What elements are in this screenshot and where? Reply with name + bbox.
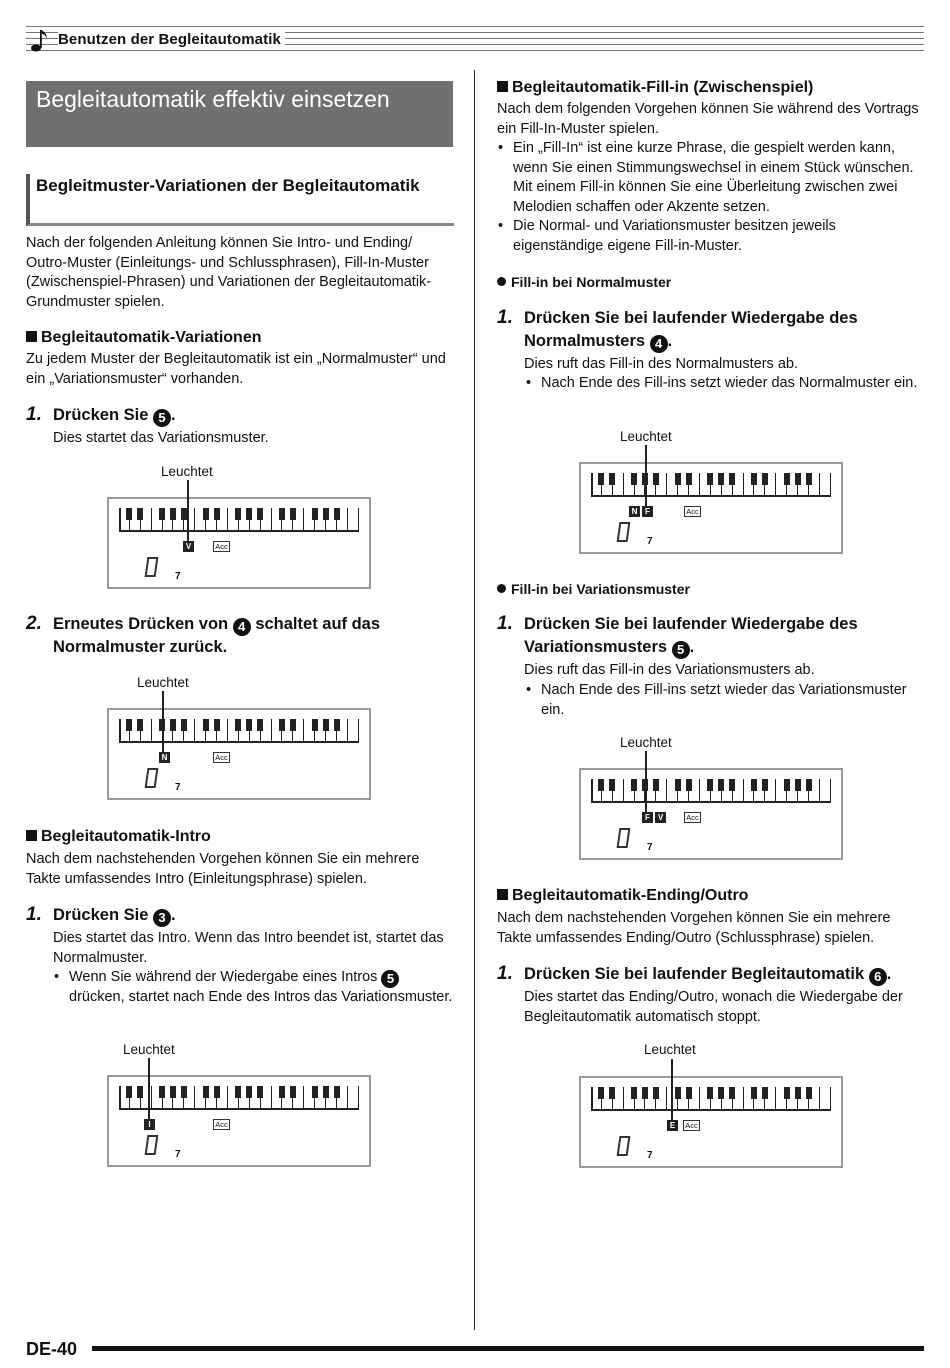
black-key: [609, 779, 615, 791]
fillin-bullet-1: • Ein „Fill-In“ ist eine kurze Phrase, die gespielt werden kann, wenn Sie einen Stimmungswechsel in einem Stück wünschen. Mit einem Fill-in können Sie eine Überleitung zwischen zwei Melodien schaffen oder Akzente setzen.: [513, 139, 925, 217]
black-key: [598, 1087, 604, 1099]
fillin-heading: [497, 78, 813, 98]
leuchtet-pointer: [645, 751, 647, 812]
black-key: [686, 1087, 692, 1099]
black-key: [751, 473, 757, 485]
fillin-variation-desc: Dies ruft das Fill-in des Variationsmusters ab.: [524, 662, 815, 678]
black-key: [126, 508, 132, 520]
step-number: 1.: [26, 904, 42, 925]
black-key: [762, 473, 768, 485]
lcd-display-fillin-variation: [579, 768, 843, 860]
black-key: [653, 473, 659, 485]
black-key: [718, 473, 724, 485]
acc-indicator: Acc: [684, 506, 701, 517]
footer-rule: [92, 1346, 924, 1351]
black-key: [795, 473, 801, 485]
lcd-digit: [617, 522, 631, 542]
black-key: [181, 1086, 187, 1098]
intro-step-1-desc: Dies startet das Intro. Wenn das Intro beendet ist, startet das Normalmuster.: [53, 930, 444, 966]
step-label: Drücken Sie bei laufender Begleitautomatik: [524, 965, 865, 983]
lcd-display-intro: [107, 1075, 371, 1167]
black-key: [707, 1087, 713, 1099]
fillin-variation-heading-text: Fill-in bei Variationsmuster: [511, 581, 690, 597]
black-key: [170, 719, 176, 731]
step-label: Drücken Sie: [53, 406, 149, 424]
lcd-seven: 7: [647, 842, 653, 853]
lcd-digit: [617, 828, 631, 848]
black-key: [784, 473, 790, 485]
acc-indicator: Acc: [213, 541, 230, 552]
step-text-part: Drücken Sie bei laufender Wiedergabe des: [524, 309, 858, 327]
lcd-digit: [145, 557, 159, 577]
acc-indicator: Acc: [683, 1120, 700, 1131]
black-key: [235, 1086, 241, 1098]
bullet-text: drücken, startet nach Ende des Intros das Variationsmuster.: [69, 989, 453, 1005]
lcd-keyboard: [591, 473, 831, 497]
page-header: [26, 24, 924, 54]
leuchtet-label: Leuchtet: [161, 464, 213, 479]
lcd-seven: 7: [175, 782, 181, 793]
lcd-display-normal: [107, 708, 371, 800]
black-key: [642, 1087, 648, 1099]
bullet-text: Wenn Sie während der Wiedergabe eines Intros: [69, 969, 378, 985]
variations-heading-text: Begleitautomatik-Variationen: [41, 329, 262, 346]
black-key: [762, 779, 768, 791]
black-key: [203, 719, 209, 731]
black-key: [246, 719, 252, 731]
black-key: [718, 779, 724, 791]
acc-indicator: Acc: [684, 812, 701, 823]
leuchtet-pointer: [148, 1058, 150, 1119]
black-key: [806, 473, 812, 485]
fillin-normal-step: [497, 307, 925, 355]
ending-step: [497, 963, 937, 987]
intro-text: Nach dem nachstehenden Vorgehen können Sie ein mehrere Takte umfassendes Intro (Einleitungsphrase) spielen.: [26, 851, 420, 887]
button-5-icon: 5: [672, 641, 690, 659]
subsection-title: Begleitmuster-Variationen der Begleitautomatik: [26, 174, 454, 226]
step-text: Drücken Sie bei laufender Wiedergabe des Variationsmusters 5 .: [524, 615, 858, 657]
black-key: [707, 473, 713, 485]
step-text-part: schaltet auf das: [255, 615, 381, 633]
fillin-variation-step: [497, 613, 925, 661]
variations-heading: [26, 328, 262, 348]
intro-heading-text: Begleitautomatik-Intro: [41, 828, 211, 845]
black-key: [126, 719, 132, 731]
white-key: [820, 1087, 831, 1111]
black-key: [729, 779, 735, 791]
intro-step-1: [26, 904, 454, 928]
lcd-display-variation: [107, 497, 371, 589]
black-key: [806, 1087, 812, 1099]
black-key: [312, 1086, 318, 1098]
step-number: 1.: [497, 963, 513, 984]
black-key: [686, 473, 692, 485]
lcd-keyboard: [119, 719, 359, 743]
indicator-i: I: [144, 1119, 155, 1130]
black-key: [334, 508, 340, 520]
step-text-part: Normalmuster zurück.: [53, 638, 228, 656]
black-key: [235, 719, 241, 731]
black-key: [159, 508, 165, 520]
black-key: [795, 1087, 801, 1099]
leuchtet-label: Leuchtet: [620, 429, 672, 444]
black-key: [675, 473, 681, 485]
black-key: [334, 719, 340, 731]
button-4-icon: 4: [233, 618, 251, 636]
black-key: [246, 508, 252, 520]
black-key: [126, 1086, 132, 1098]
step-text-part: Drücken Sie bei laufender Wiedergabe des: [524, 615, 858, 633]
black-key: [631, 779, 637, 791]
black-key: [214, 719, 220, 731]
black-key: [323, 719, 329, 731]
black-key: [235, 508, 241, 520]
indicator-f: F: [642, 812, 653, 823]
black-key: [323, 1086, 329, 1098]
fillin-bullet-2: • Die Normal- und Variationsmuster besitzen jeweils eigenständige eigene Fill-in-Muster.: [513, 217, 925, 256]
fillin-normal-heading-text: Fill-in bei Normalmuster: [511, 274, 672, 290]
page-number: DE-40: [26, 1339, 78, 1359]
lcd-seven: 7: [647, 536, 653, 547]
black-key: [609, 473, 615, 485]
leuchtet-pointer: [162, 691, 164, 752]
leuchtet-label: Leuchtet: [620, 735, 672, 750]
black-key: [729, 1087, 735, 1099]
step-text: Drücken Sie bei laufender Begleitautomatik 6 .: [524, 965, 892, 984]
white-key: [348, 508, 359, 532]
variations-text: Zu jedem Muster der Begleitautomatik ist ein „Normalmuster“ und ein „Variationsmuster“ vorhanden.: [26, 351, 446, 387]
black-key: [181, 508, 187, 520]
lcd-display-fillin-normal: [579, 462, 843, 554]
indicator-v: V: [183, 541, 194, 552]
button-5-icon: 5: [153, 409, 171, 427]
black-key: [686, 779, 692, 791]
column-divider: [474, 70, 475, 1330]
black-key: [795, 779, 801, 791]
black-key: [762, 1087, 768, 1099]
ending-text: Nach dem nachstehenden Vorgehen können Sie ein mehrere Takte umfassendes Ending/Outro (Schlussphrase) spielen.: [497, 910, 891, 946]
black-key: [290, 719, 296, 731]
white-key: [348, 719, 359, 743]
black-key: [751, 1087, 757, 1099]
leuchtet-pointer: [645, 445, 647, 506]
black-key: [279, 1086, 285, 1098]
leuchtet-label: Leuchtet: [644, 1042, 696, 1057]
lcd-keyboard: [591, 779, 831, 803]
black-key: [653, 1087, 659, 1099]
black-key: [203, 1086, 209, 1098]
intro-heading: [26, 827, 211, 847]
fillin-normal-heading: [497, 273, 671, 291]
black-key: [631, 473, 637, 485]
step-text: Drücken Sie bei laufender Wiedergabe des Normalmusters 4 .: [524, 309, 858, 351]
black-key: [137, 508, 143, 520]
leuchtet-label: Leuchtet: [123, 1042, 175, 1057]
lcd-keyboard: [591, 1087, 831, 1111]
indicator-n: N: [159, 752, 170, 763]
step-number: 1.: [26, 404, 42, 425]
black-key: [137, 1086, 143, 1098]
black-key: [290, 1086, 296, 1098]
lcd-seven: 7: [647, 1150, 653, 1161]
acc-indicator: Acc: [213, 752, 230, 763]
black-key: [707, 779, 713, 791]
black-key: [312, 508, 318, 520]
lcd-keyboard: [119, 1086, 359, 1110]
step-label: Drücken Sie: [53, 906, 149, 924]
black-key: [609, 1087, 615, 1099]
black-key: [675, 1087, 681, 1099]
black-key: [181, 719, 187, 731]
step-text: Drücken Sie 5 .: [53, 406, 176, 425]
variations-step-1-desc: Dies startet das Variationsmuster.: [53, 430, 269, 446]
black-key: [257, 1086, 263, 1098]
fillin-variation-heading: [497, 580, 690, 598]
lcd-seven: 7: [175, 571, 181, 582]
black-key: [170, 508, 176, 520]
fillin-heading-text: Begleitautomatik-Fill-in (Zwischenspiel): [512, 79, 814, 96]
intro-bullet: [69, 968, 454, 1008]
black-key: [598, 779, 604, 791]
black-key: [214, 508, 220, 520]
lcd-keyboard: [119, 508, 359, 532]
ending-heading: [497, 886, 748, 906]
step-text: [53, 613, 380, 659]
black-key: [159, 1086, 165, 1098]
black-key: [170, 1086, 176, 1098]
black-key: [137, 719, 143, 731]
indicator-v: V: [655, 812, 666, 823]
black-key: [279, 508, 285, 520]
ending-desc: Dies startet das Ending/Outro, wonach die Wiedergabe der Begleitautomatik automatisch stoppt.: [524, 989, 903, 1025]
lcd-display-ending: [579, 1076, 843, 1168]
black-key: [214, 1086, 220, 1098]
black-key: [334, 1086, 340, 1098]
black-key: [290, 508, 296, 520]
leuchtet-pointer: [187, 480, 189, 541]
white-key: [820, 473, 831, 497]
black-key: [257, 719, 263, 731]
black-key: [751, 779, 757, 791]
lcd-seven: 7: [175, 1149, 181, 1160]
black-key: [784, 779, 790, 791]
music-note-icon: [30, 28, 50, 52]
variations-step-2: [26, 613, 454, 661]
intro-paragraph: Nach der folgenden Anleitung können Sie Intro- und Ending/ Outro-Muster (Einleitungs- und Schlussphrasen), Fill-In-Muster (Zwischenspiel-Phrasen) und Variationen der Begleitautomatik-Grundmuster spielen.: [26, 235, 432, 310]
button-6-icon: 6: [869, 968, 887, 986]
indicator-n: N: [629, 506, 640, 517]
acc-indicator: Acc: [213, 1119, 230, 1130]
fillin-text: Nach dem folgenden Vorgehen können Sie während des Vortrags ein Fill-In-Muster spielen.: [497, 101, 919, 137]
lcd-digit: [617, 1136, 631, 1156]
button-4-icon: 4: [650, 335, 668, 353]
black-key: [312, 719, 318, 731]
button-3-icon: 3: [153, 909, 171, 927]
fillin-variation-bullet: • Nach Ende des Fill-ins setzt wieder das Variationsmuster ein.: [541, 681, 926, 720]
main-title: Begleitautomatik effektiv einsetzen: [26, 81, 453, 147]
black-key: [675, 779, 681, 791]
step-number: 1.: [497, 613, 513, 634]
black-key: [203, 508, 209, 520]
lcd-digit: [145, 768, 159, 788]
black-key: [806, 779, 812, 791]
black-key: [718, 1087, 724, 1099]
step-text-part: Normalmusters: [524, 332, 646, 350]
black-key: [257, 508, 263, 520]
black-key: [598, 473, 604, 485]
black-key: [784, 1087, 790, 1099]
white-key: [820, 779, 831, 803]
black-key: [246, 1086, 252, 1098]
black-key: [653, 779, 659, 791]
ending-heading-text: Begleitautomatik-Ending/Outro: [512, 887, 749, 904]
leuchtet-pointer: [671, 1059, 673, 1120]
black-key: [279, 719, 285, 731]
white-key: [348, 1086, 359, 1110]
leuchtet-label: Leuchtet: [137, 675, 189, 690]
variations-step-1: [26, 404, 454, 428]
lcd-digit: [145, 1135, 159, 1155]
black-key: [729, 473, 735, 485]
black-key: [323, 508, 329, 520]
step-number: 1.: [497, 307, 513, 328]
fillin-normal-bullet: • Nach Ende des Fill-ins setzt wieder das Normalmuster ein.: [541, 374, 926, 394]
button-5-icon: 5: [381, 970, 399, 988]
black-key: [631, 1087, 637, 1099]
step-text-part: Erneutes Drücken von: [53, 615, 229, 633]
indicator-f: F: [642, 506, 653, 517]
header-title: Benutzen der Begleitautomatik: [58, 30, 285, 50]
step-number: 2.: [26, 613, 42, 634]
fillin-normal-desc: Dies ruft das Fill-in des Normalmusters ab.: [524, 356, 798, 372]
step-text-part: Variationsmusters: [524, 638, 668, 656]
indicator-e: E: [667, 1120, 678, 1131]
step-text: Drücken Sie 3 .: [53, 906, 176, 925]
